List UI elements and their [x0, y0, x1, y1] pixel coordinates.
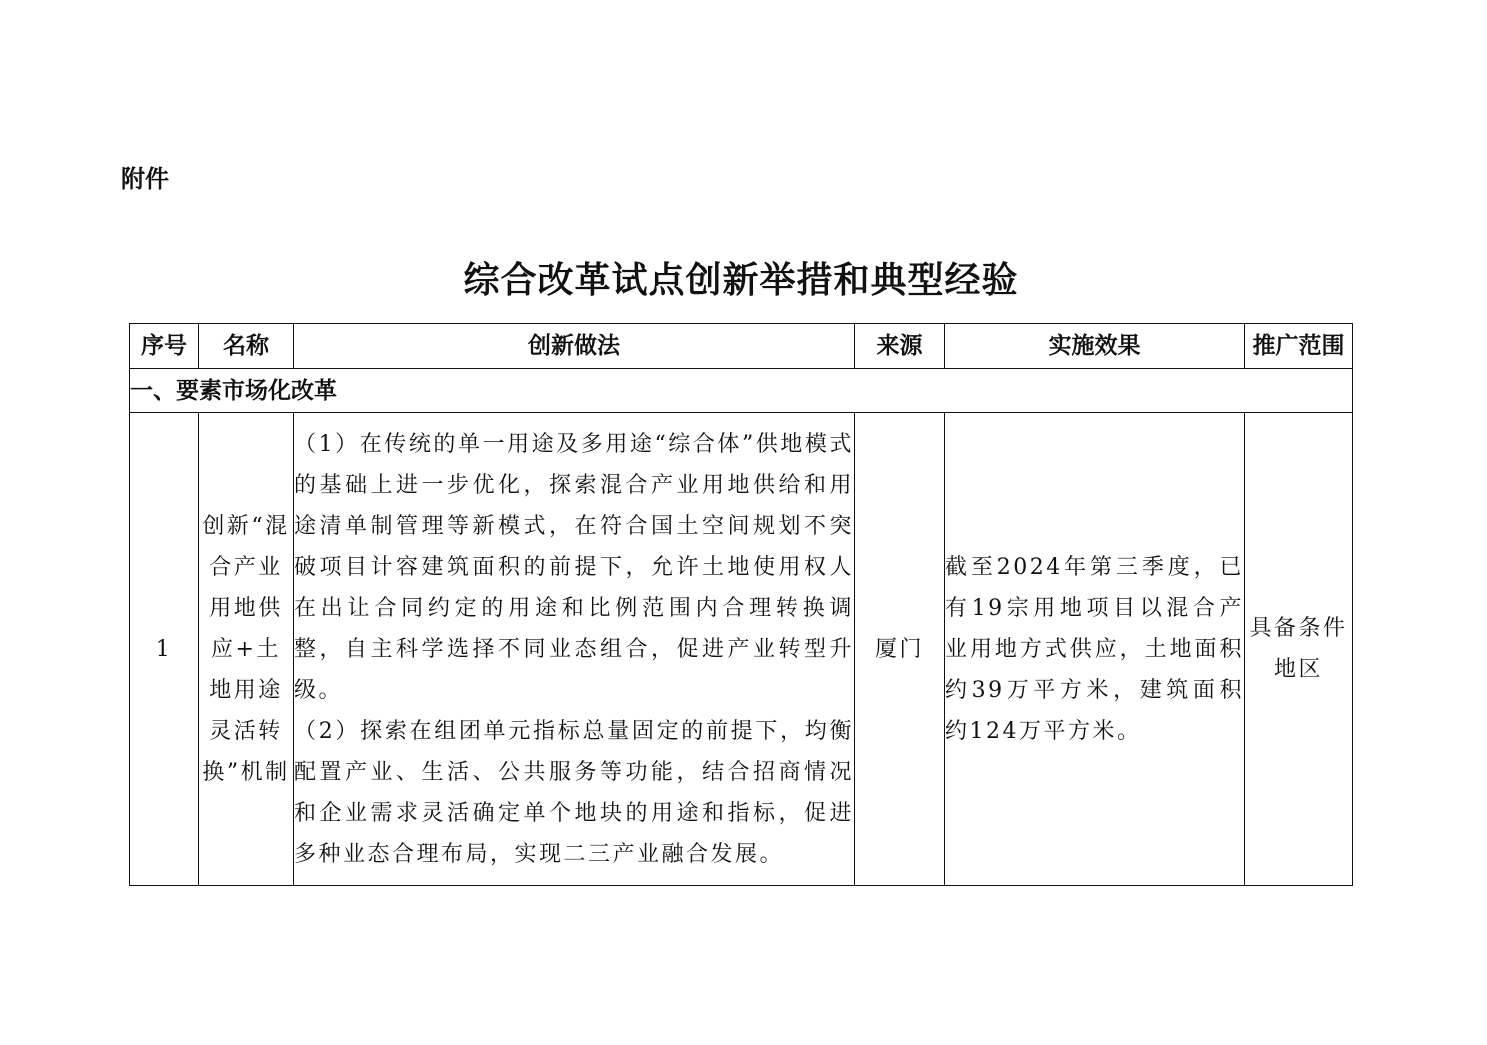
innovation-table — [129, 323, 1353, 886]
row-seq: 1 — [130, 413, 199, 886]
header-name: 名称 — [199, 324, 294, 369]
table-row — [130, 413, 1353, 886]
section-title: 一、要素市场化改革 — [130, 369, 1353, 413]
header-seq: 序号 — [130, 324, 199, 369]
row-method — [294, 413, 855, 886]
header-source: 来源 — [855, 324, 945, 369]
row-name: 创新“混合产业用地供应+土地用途灵活转换”机制 — [199, 413, 294, 886]
row-source: 厦门 — [855, 413, 945, 886]
row-effect: 截至2024年第三季度，已有19宗用地项目以混合产业用地方式供应，土地面积约39万平方米，建筑面积约124万平方米。 — [945, 413, 1245, 886]
section-row — [130, 369, 1353, 413]
method-paragraph-1: （1）在传统的单一用途及多用途“综合体”供地模式的基础上进一步优化，探索混合产业用地供给和用途清单制管理等新模式，在符合国土空间规划不突破项目计容建筑面积的前提下，允许土地使用权人在出让合同约定的用途和比例范围内合理转换调整，自主科学选择不同业态组合，促进产业转型升级。 — [294, 431, 854, 703]
document-title: 综合改革试点创新举措和典型经验 — [463, 259, 1019, 301]
method-paragraph-2: （2）探索在组团单元指标总量固定的前提下，均衡配置产业、生活、公共服务等功能，结合招商情况和企业需求灵活确定单个地块的用途和指标，促进多种业态合理布局，实现二三产业融合发展。 — [294, 718, 854, 867]
header-method: 创新做法 — [294, 324, 855, 369]
header-effect: 实施效果 — [945, 324, 1245, 369]
attachment-label: 附件 — [121, 165, 169, 193]
header-scope: 推广范围 — [1245, 324, 1353, 369]
table-header-row — [130, 324, 1353, 369]
row-scope: 具备条件地区 — [1245, 413, 1353, 886]
